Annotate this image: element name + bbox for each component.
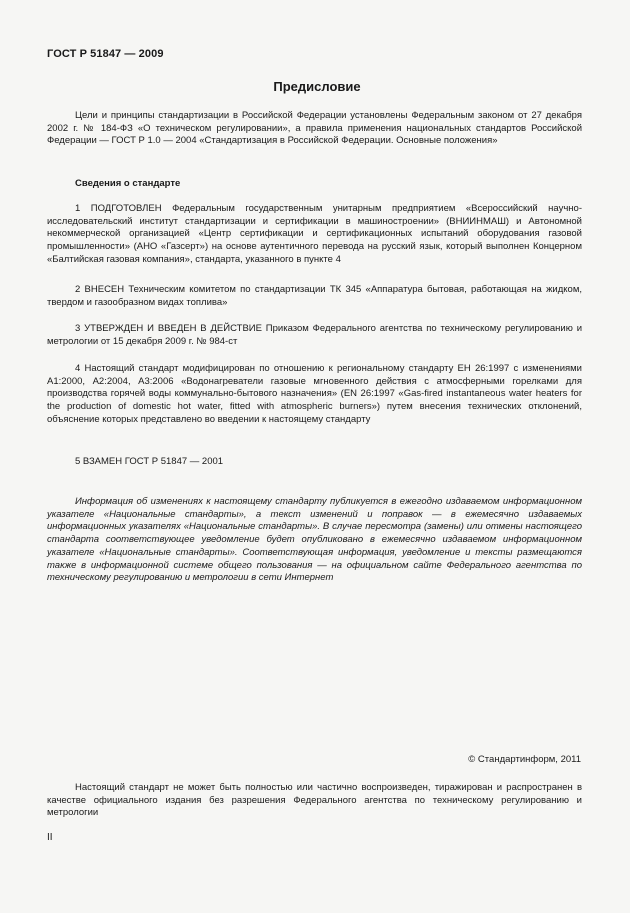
standard-info-item-4: 4 Настоящий стандарт модифицирован по отношению к региональному стандарту ЕН 26:1997 с изменениями А1:2000, А2:2004, А3:2006 «Водонагреватели газовые мгновенного действия с атмосферными горелками для производства горячей воды коммунально-бытового назначения» (EN 26:1997 «Gas-fired instantaneous water heaters for the production of domestic hot water, fitted with atmospheric burners») путем внесения технических отклонений, объяснение которых представлено во введении к настоящему стандарту bbox=[47, 363, 582, 425]
standard-info-item-1: 1 ПОДГОТОВЛЕН Федеральным государственным унитарным предприятием «Всероссийский научно-исследовательский институт стандартизации и сертификации в машиностроении» (ВНИИНМАШ) и Автономной некоммерческой организацией «Центр сертификации и сертификационных испытаний оборудования газовой промышленности» (АНО «Газсерт») на основе аутентичного перевода на русский язык, который выполнен Концерном «Балтийская газовая компания», стандарта, указанного в пункте 4 bbox=[47, 203, 582, 265]
page-title: Предисловие bbox=[273, 79, 361, 94]
standard-info-item-5: 5 ВЗАМЕН ГОСТ Р 51847 — 2001 bbox=[75, 456, 224, 467]
document-header: ГОСТ Р 51847 — 2009 bbox=[47, 48, 164, 60]
intro-paragraph: Цели и принципы стандартизации в Российской Федерации установлены Федеральным законом от 27 декабря 2002 г. № 184-ФЗ «О техническом регулировании», а правила применения национальных стандартов Российской Федерации — ГОСТ Р 1.0 — 2004 «Стандартизация в Российской Федерации. Основные положения» bbox=[47, 110, 582, 147]
info-notice: Информация об изменениях к настоящему стандарту публикуется в ежегодно издаваемом информационном указателе «Национальные стандарты», а текст изменений и поправок — в ежемесячно издаваемых информационных указателях «Национальные стандарты». В случае пересмотра (замены) или отмены настоящего стандарта соответствующее уведомление будет опубликовано в ежемесячно издаваемом информационном указателе «Национальные стандарты». Соответствующая информация, уведомление и тексты размещаются также в информационной системе общего пользования — на официальном сайте Федерального агентства по техническому регулированию и метрологии в сети Интернет bbox=[47, 496, 582, 584]
copyright-notice: © Стандартинформ, 2011 bbox=[468, 754, 581, 765]
reproduction-notice: Настоящий стандарт не может быть полностью или частично воспроизведен, тиражирован и распространен в качестве официального издания без разрешения Федерального агентства по техническому регулированию и метрологии bbox=[47, 782, 582, 819]
page-number: II bbox=[47, 832, 53, 843]
standard-info-item-2: 2 ВНЕСЕН Техническим комитетом по стандартизации ТК 345 «Аппаратура бытовая, работающая на жидком, твердом и газообразном видах топлива» bbox=[47, 284, 582, 308]
section-heading: Сведения о стандарте bbox=[75, 178, 181, 189]
standard-info-item-3: 3 УТВЕРЖДЕН И ВВЕДЕН В ДЕЙСТВИЕ Приказом Федерального агентства по техническому регулированию и метрологии от 15 декабря 2009 г. № 984-ст bbox=[47, 323, 582, 347]
